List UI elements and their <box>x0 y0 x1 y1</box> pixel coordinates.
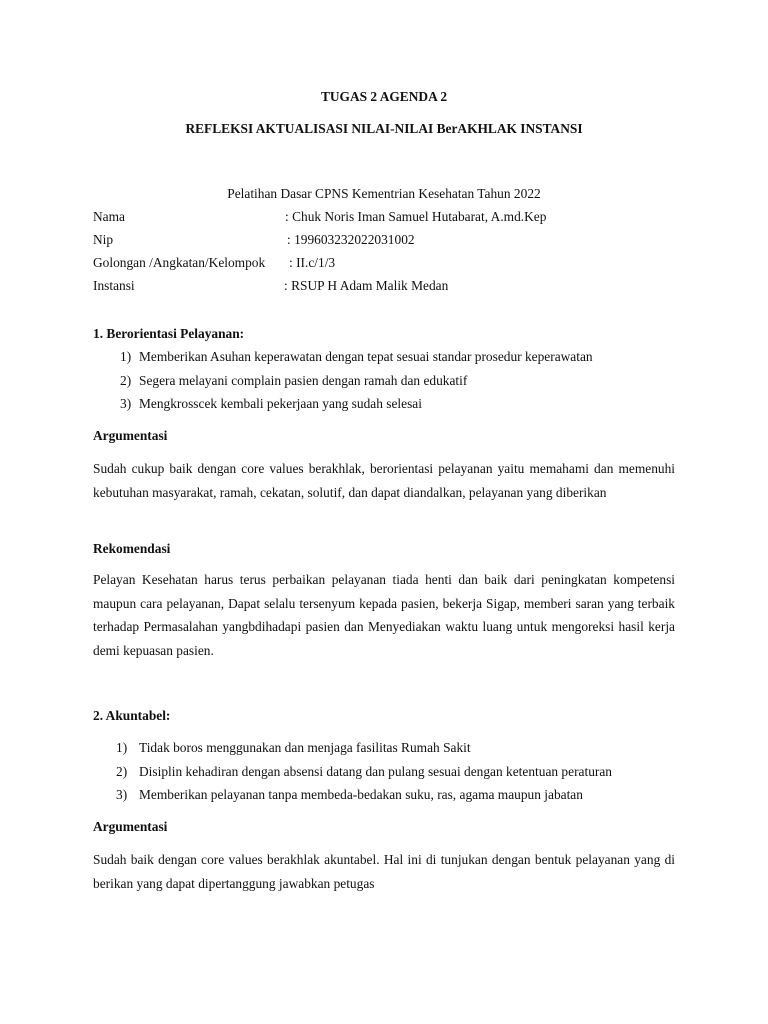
section-1-argumentasi-text: Sudah cukup baik dengan core values berakhlak, berorientasi pelayanan yaitu memahami dan memenuhi kebutuhan masyarakat, ramah, cekatan, solutif, dan dapat diandalkan, pelayanan yang diberikan <box>93 461 675 500</box>
section-2-item-number: 2) <box>116 764 128 779</box>
section-1-rekomendasi-text: Pelayan Kesehatan harus terus perbaikan pelayanan tiada henti dan baik dari peningkatan kompetensi maupun cara pelayanan, Dapat selalu tersenyum kepada pasien, bekerja Sigap, memberi saran yang terbaik terhadap Permasalahan yangbdihadapi pasien dan Menyediakan waktu luang untuk mengoreksi hasil kerja demi kepuasan pasien. <box>93 572 675 658</box>
identity-value-instansi: : RSUP H Adam Malik Medan <box>284 278 449 293</box>
identity-value-nip: : 199603232022031002 <box>287 232 415 247</box>
section-1-item: Segera melayani complain pasien dengan ramah dan edukatif <box>139 373 468 388</box>
section-1-item-number: 1) <box>120 349 132 364</box>
section-1-item: Mengkrosscek kembali pekerjaan yang sudah selesai <box>139 396 422 411</box>
section-2-argumentasi-text: Sudah baik dengan core values berakhlak akuntabel. Hal ini di tunjukan dengan bentuk pelayanan yang di berikan yang dapat dipertanggung jawabkan petugas <box>93 852 675 891</box>
identity-label-nip: Nip <box>93 232 114 247</box>
section-1-heading: 1. Berorientasi Pelayanan: <box>93 326 245 341</box>
section-2-argumentasi-heading: Argumentasi <box>93 819 168 834</box>
section-2-item: Memberikan pelayanan tanpa membeda-bedakan suku, ras, agama maupun jabatan <box>139 787 583 802</box>
section-2-item-number: 1) <box>116 740 128 755</box>
training-line: Pelatihan Dasar CPNS Kementrian Kesehatan Tahun 2022 <box>227 186 541 201</box>
identity-label-nama: Nama <box>93 209 125 224</box>
section-2-item-number: 3) <box>116 787 128 802</box>
section-2-item: Tidak boros menggunakan dan menjaga fasilitas Rumah Sakit <box>139 740 471 755</box>
section-1-argumentasi-heading: Argumentasi <box>93 428 168 443</box>
identity-label-instansi: Instansi <box>93 278 135 293</box>
identity-value-nama: : Chuk Noris Iman Samuel Hutabarat, A.md.Kep <box>285 209 547 224</box>
section-1-rekomendasi-heading: Rekomendasi <box>93 541 171 556</box>
section-1-item-number: 3) <box>120 396 132 411</box>
identity-value-golongan: : II.c/1/3 <box>289 255 336 270</box>
identity-label-golongan: Golongan /Angkatan/Kelompok <box>93 255 266 270</box>
section-1-item-number: 2) <box>120 373 132 388</box>
section-1-item: Memberikan Asuhan keperawatan dengan tepat sesuai standar prosedur keperawatan <box>139 349 593 364</box>
section-2-heading: 2. Akuntabel: <box>93 708 171 723</box>
document-subtitle: REFLEKSI AKTUALISASI NILAI-NILAI BerAKHLAK INSTANSI <box>185 121 583 136</box>
section-2-item: Disiplin kehadiran dengan absensi datang dan pulang sesuai dengan ketentuan peraturan <box>139 764 612 779</box>
document-title: TUGAS 2 AGENDA 2 <box>320 89 448 104</box>
